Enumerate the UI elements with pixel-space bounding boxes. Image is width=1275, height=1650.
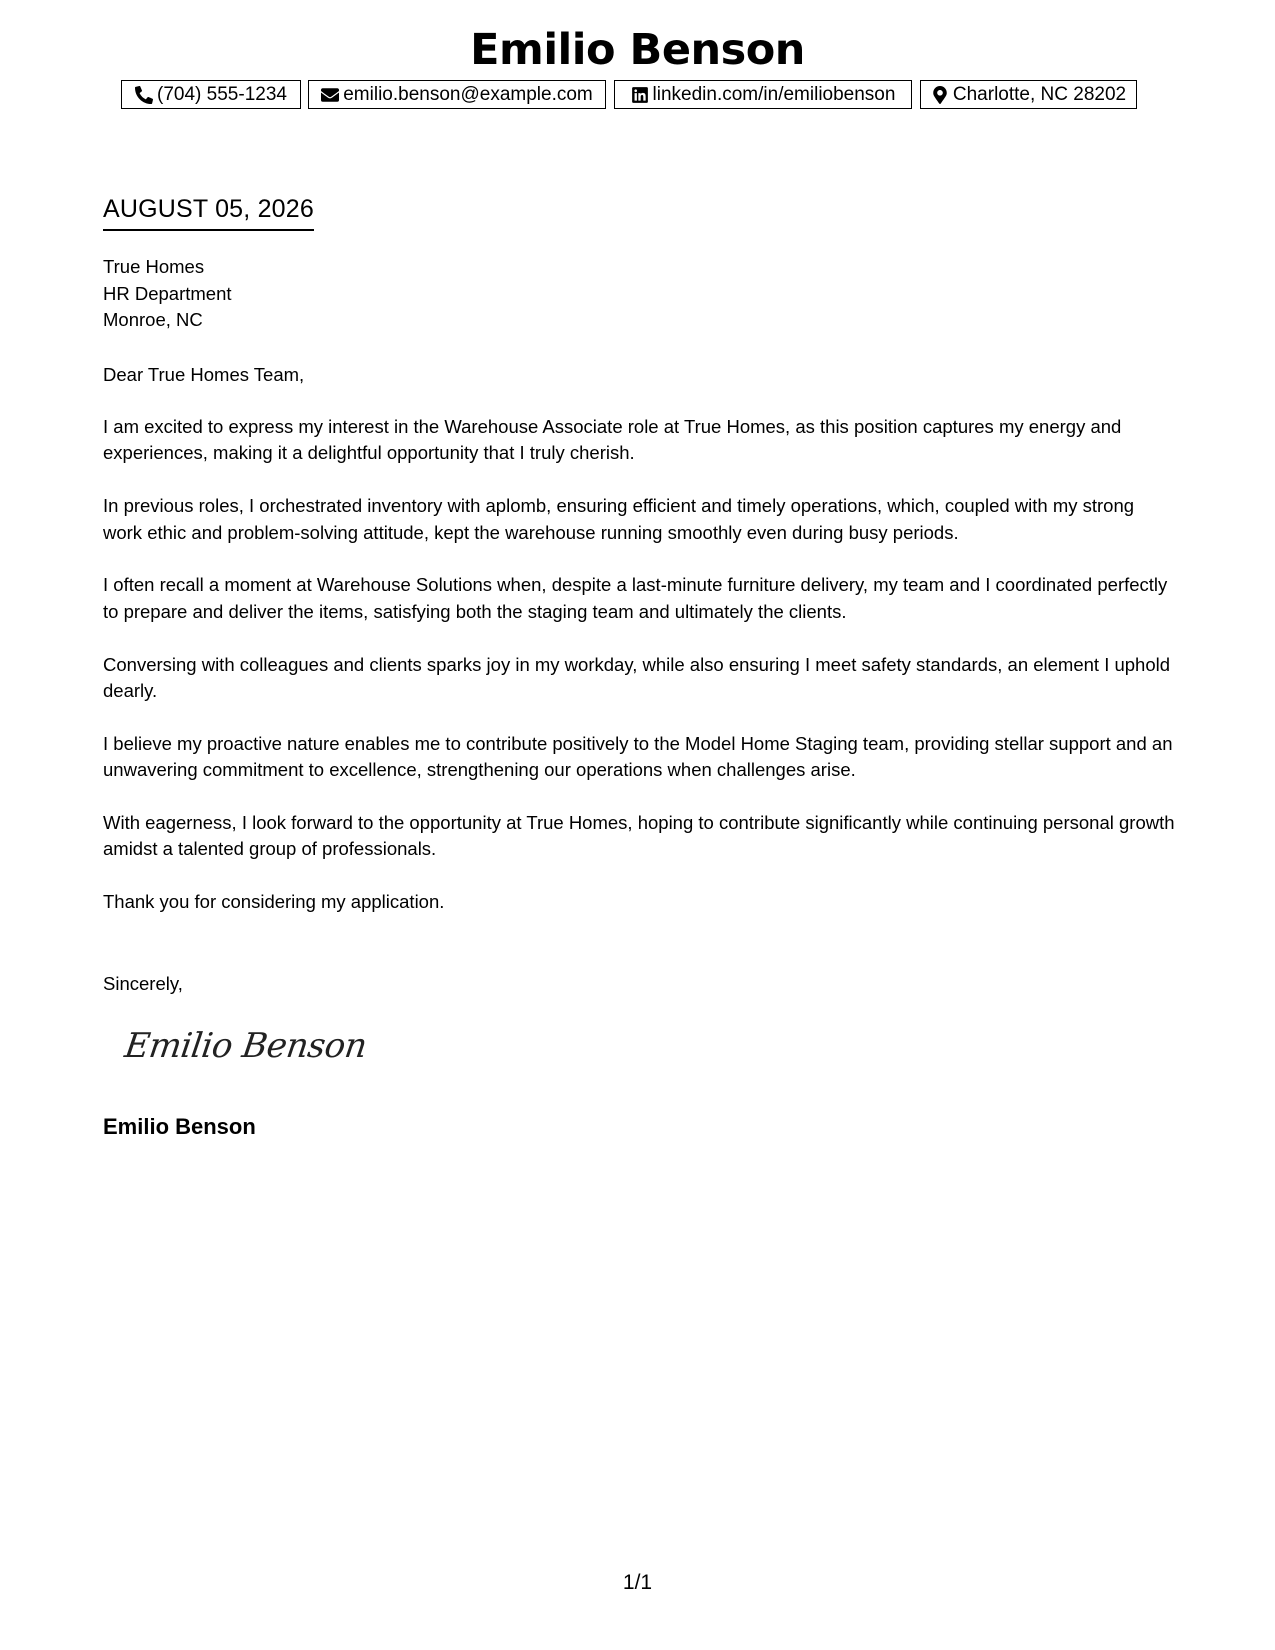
- body-paragraph: Thank you for considering my application.: [103, 891, 445, 913]
- recipient-location: Monroe, NC: [103, 309, 203, 330]
- handwritten-signature: Emilio Benson: [122, 1026, 370, 1066]
- body-paragraph: I often recall a moment at Warehouse Solutions when, despite a last-minute furniture delivery, my team and I coordinated perfectly to prepare and deliver the items, satisfying both the staging team and ultimately the clients.: [103, 574, 1168, 622]
- map-marker-icon: [931, 86, 949, 104]
- contact-phone: [121, 80, 301, 109]
- body-paragraph: I believe my proactive nature enables me to contribute positively to the Model Home Staging team, providing stellar support and an unwavering commitment to excellence, strengthening our operations when challenges arise.: [103, 732, 1173, 781]
- body-paragraph: With eagerness, I look forward to the opportunity at True Homes, hoping to contribute significantly while continuing personal growth amidst a talented group of professionals.: [103, 812, 1175, 860]
- contact-linkedin-text: linkedin.com/in/emiliobenson: [652, 83, 896, 105]
- linkedin-icon: [631, 86, 649, 104]
- envelope-icon: [321, 86, 339, 104]
- body-paragraph: Conversing with colleagues and clients sparks joy in my workday, while also ensuring I meet safety standards, an element I uphold dearly.: [103, 653, 1171, 702]
- recipient-company: True Homes: [103, 256, 205, 277]
- body-paragraph: In previous roles, I orchestrated inventory with aplomb, ensuring efficient and timely operations, which, coupled with my strong work ethic and problem-solving attitude, kept the warehouse running smoothly even during busy periods.: [103, 495, 1135, 543]
- letter-body: [103, 414, 1178, 942]
- body-paragraph: I am excited to express my interest in the Warehouse Associate role at True Homes, as this position captures my energy and experiences, making it a delightful opportunity that I truly cherish.: [103, 416, 1122, 464]
- contact-location-text: Charlotte, NC 28202: [952, 83, 1127, 105]
- applicant-name-heading: Emilio Benson: [470, 25, 805, 75]
- signer-name: Emilio Benson: [103, 1114, 256, 1139]
- contact-linkedin[interactable]: [614, 80, 912, 109]
- letter-date: AUGUST 05, 2026: [103, 194, 314, 231]
- phone-icon: [135, 86, 153, 104]
- contact-phone-text: (704) 555-1234: [157, 83, 287, 105]
- page-number: 1/1: [622, 1571, 653, 1594]
- contact-location: [920, 80, 1137, 109]
- salutation: Dear True Homes Team,: [103, 364, 305, 385]
- recipient-department: HR Department: [103, 282, 232, 304]
- closing: Sincerely,: [103, 973, 183, 994]
- recipient-address: [103, 254, 232, 334]
- contact-email-text: emilio.benson@example.com: [343, 83, 593, 105]
- contact-email[interactable]: [308, 80, 606, 109]
